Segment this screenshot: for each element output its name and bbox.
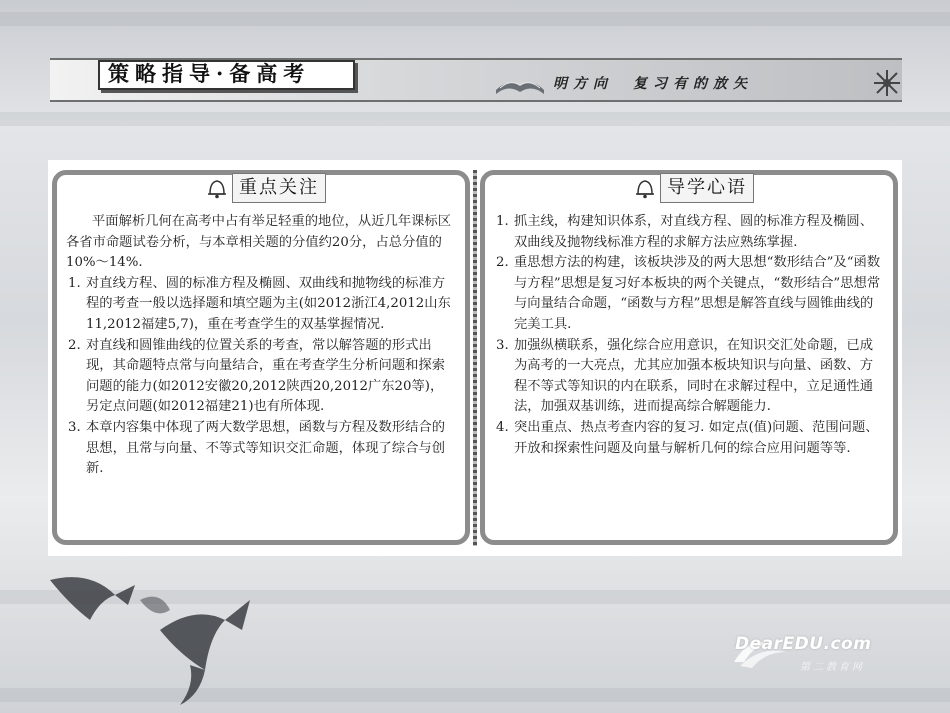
- bell-icon: [633, 177, 657, 199]
- list-item-text: 抓主线，构建知识体系，对直线方程、圆的标准方程及椭圆、双曲线及抛物线标准方程的求解方法应熟练掌握.: [514, 214, 874, 250]
- left-panel-header: [205, 173, 326, 201]
- open-book-icon: [492, 70, 548, 96]
- watermark-subtitle: 第二教育网: [800, 662, 865, 673]
- list-item-text: 对直线方程、圆的标准方程及椭圆、双曲线和抛物线的标准方程的考查一般以选择题和填空题为主(如2012浙江4,2012山东11,2012福建5,7)，重在考查学生的双基掌握情况.: [86, 275, 451, 332]
- list-item: [494, 253, 886, 335]
- list-item-text: 突出重点、热点考查内容的复习. 如定点(值)问题、范围问题、开放和探索性问题及向量与解析几何的综合应用问题等等.: [514, 419, 879, 456]
- header-title: 策略指导·备高考: [108, 61, 311, 86]
- list-item: [66, 274, 456, 336]
- list-item-text: 加强纵横联系，强化综合应用意识，在知识交汇处命题，已成为高考的一大亮点，尤其应加强本板块知识与向量、函数、方程不等式等知识的内在联系，同时在求解过程中，立足通性通法，加强双基训练，进而提高综合解题能力.: [514, 337, 874, 415]
- right-panel-title: 导学心语: [660, 173, 754, 203]
- list-number: 1.: [496, 214, 509, 229]
- list-item-text: 对直线和圆锥曲线的位置关系的考查，常以解答题的形式出现，其命题特点常与向量结合，重在考查学生分析问题和探索问题的能力(如2012安徽20,2012陕西20,2012广东20等)，另定点问题(如2012福建21)也有所体现.: [86, 337, 446, 415]
- key-points-list: [66, 274, 456, 480]
- header-slogan: 明方向 复习有的放矢: [553, 76, 753, 92]
- panel-divider: [473, 170, 477, 546]
- list-number: 3.: [68, 419, 81, 435]
- bg-stripe: [0, 112, 950, 126]
- intro-paragraph: 平面解析几何在高考中占有举足轻重的地位，从近几年课标区各省市命题试卷分析，与本章相关题的分值约20分，占总分值的10%～14%.: [66, 214, 452, 271]
- list-item-text: 本章内容集中体现了两大数学思想，函数与方程及数形结合的思想，且常与向量、不等式等知识交汇命题，体现了综合与创新.: [86, 419, 446, 477]
- list-item: [494, 336, 886, 418]
- list-number: 3.: [496, 337, 509, 353]
- list-number: 1.: [68, 275, 81, 291]
- list-number: 2.: [68, 337, 81, 353]
- study-tips-list: [494, 212, 886, 459]
- list-item: [66, 418, 456, 480]
- list-item: [494, 418, 886, 459]
- list-number: 2.: [496, 255, 509, 271]
- right-panel-header: [633, 173, 754, 201]
- list-item: [66, 336, 456, 418]
- left-panel-content: [66, 212, 456, 480]
- list-item-text: 重思想方法的构建，该板块涉及的两大思想“数形结合”及“函数与方程”思想是复习好本板块的两个关键点，“数形结合”思想常与向量结合命题，“函数与方程”思想是解答直线与圆锥曲线的完美工具.: [514, 255, 881, 332]
- ornament-icon: [872, 68, 902, 98]
- left-panel-title: 重点关注: [232, 173, 326, 203]
- watermark-brand: DearEDU.com: [735, 634, 872, 654]
- list-number: 4.: [496, 419, 509, 435]
- list-item: [494, 212, 886, 253]
- bg-stripe: [0, 12, 950, 26]
- ink-fish-illustration: [20, 560, 280, 710]
- right-panel-content: [494, 212, 886, 459]
- bell-icon: [205, 177, 229, 199]
